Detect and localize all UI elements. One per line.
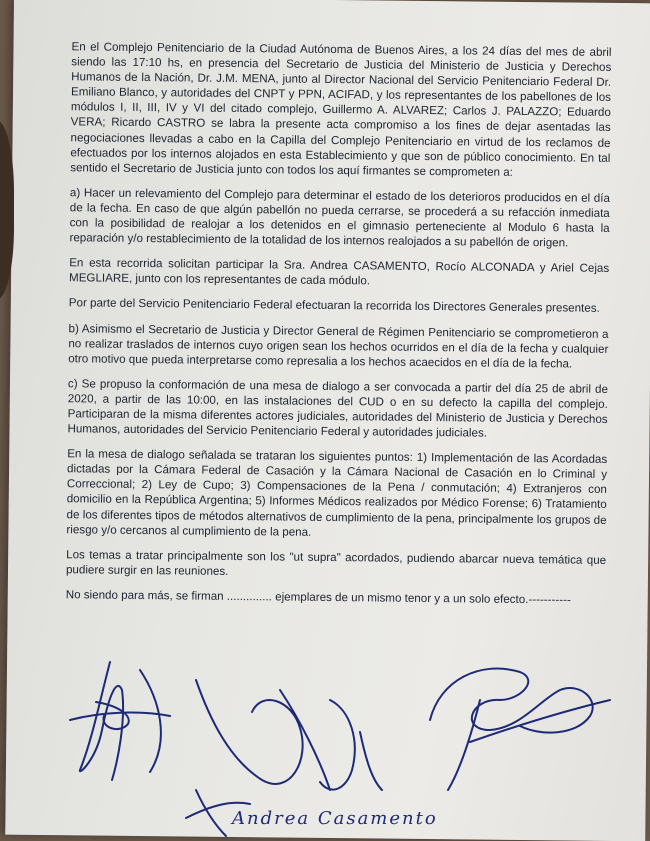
themes-paragraph: Los temas a tratar principalmente son los "ut supra" acordados, pudiendo abarcar nueva temática que pudiere surgir en las reuniones. — [65, 547, 607, 578]
spf-paragraph: Por parte del Servicio Penitenciario Federal efectuaran la recorrida los Directores Generales presentes. — [68, 296, 600, 316]
item-a-paragraph: a) Hacer un relevamiento del Complejo para determinar el estado de los deterioros producidos en el día de la fecha. En caso de que algún pabellón no pueda cerrarse, se procederá a su refacción inmediata con la posibilidad de realojar a los detenidos en el gimnasio perteneciente al Modulo 6 hasta la reparación y/o restablecimiento de la totalidad de los internos realojados a su pabellón de origen. — [69, 186, 611, 250]
handwritten-name: Andrea Casamento — [232, 808, 438, 829]
document-sheet — [5, 0, 650, 841]
topics-paragraph: En la mesa de dialogo señalada se trataran los siguientes puntos: 1) Implementación de las Acordadas dictadas por la Cámara Federal de Casación y la Cámara Nacional de Casación en lo Criminal y Correccional; 2) Ley de Cupo; 3) Compensaciones de la Pena / conmutación; 4) Extranjeros con domicilio en la República Argentina; 5) Informes Médicos realizados por Médico Forense; 6) Tratamiento de los diferentes tipos de métodos alternativos de cumplimiento de la pena, principalmente los grupos de riesgo y/o cercanos al cumplimiento de la pena. — [66, 447, 608, 539]
item-b-paragraph: b) Asimismo el Secretario de Justicia y Director General de Régimen Penitenciario se comprometieron a no realizar traslados de internos cuyo origen sean los hechos ocurridos en el día de la fecha y cualquier otro motivo que pueda interpretarse como represalia a los hechos acaecidos en el día de la fecha. — [68, 321, 609, 371]
closing-line: No siendo para más, se firman .............. ejemplares de un mismo tenor y a un solo efecto.----------- — [65, 588, 571, 607]
item-c-paragraph: c) Se propuso la conformación de una mesa de dialogo a ser convocada a partir del día 25 de abril de 2020, a partir de las 10:00, en las instalaciones del CUD o en su defecto la capilla del complejo. Participaran de la misma diferentes actores judiciales, autoridades del Ministerio de Justicia y Derechos Humanos, autoridades del Servicio Penitenciario Federal y autoridades judiciales. — [67, 377, 609, 440]
participants-paragraph: En esta recorrida solicitan participar la Sra. Andrea CASAMENTO, Rocío ALCONADA y Ariel Cejas MEGLIARE, junto con los representantes de cada módulo. — [69, 256, 610, 288]
document-body — [66, 39, 612, 618]
intro-paragraph: En el Complejo Penitenciario de la Ciudad Autónoma de Buenos Aires, a los 24 días del mes de abril siendo las 17:10 hs, en presencia del Secretario de Justicia del Ministerio de Justicia y Derechos Humanos de la Nación, Dr. J.M. MENA, junto al Director Nacional del Servicio Penitenciario Federal Dr. Emiliano Blanco, y autoridades del CNPT y PPN, ACIFAD, y los representantes de los pabellones de los módulos I, II, III, IV y VI del citado complejo, Guillermo A. ALVAREZ; Carlos J. PALAZZO; Eduardo VERA; Ricardo CASTRO se labra la presente acta compromiso a los fines de dejar asentadas las negociaciones llevadas a cabo en la Capilla del Complejo Penitenciario en virtud de los reclamos de efectuados por los internos alojados en esta Establecimiento y que son de público conocimiento. En tal sentido el Secretario de Justicia junto con todos los aquí firmantes se comprometen a: — [70, 40, 612, 179]
